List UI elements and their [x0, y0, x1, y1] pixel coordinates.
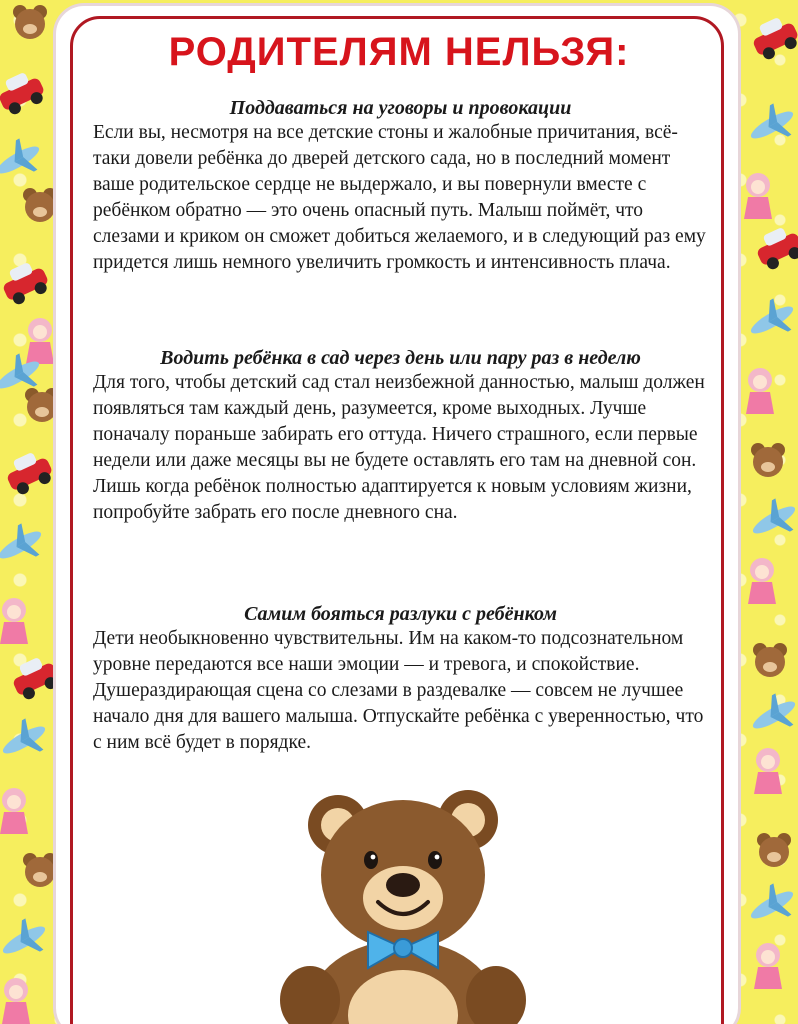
toy-plane-icon: [744, 687, 798, 742]
section-3-heading: Самим бояться разлуки с ребёнком: [244, 603, 557, 625]
toy-pattern-left-graphic: [0, 0, 60, 1024]
page-title: РОДИТЕЛЯМ НЕЛЬЗЯ:: [168, 30, 630, 74]
doll-icon: [744, 173, 772, 219]
teddy-bear-illustration: [268, 780, 538, 1024]
doll-icon: [754, 748, 782, 794]
toy-plane-icon: [0, 912, 54, 967]
doll-icon: [746, 368, 774, 414]
toy-car-icon: [8, 653, 60, 703]
toy-plane-icon: [0, 132, 48, 187]
toy-plane-icon: [742, 877, 798, 932]
section-3-text: Дети необыкновенно чувствительны. Им на каком-то подсознательном уровне передаются все наши эмоции — и тревога, и спокойствие. Душераздирающая сцена со слезами в раздевалке — совсем не лучшее начало дня для вашего малыша. Отпускайте ребёнка с уверенностью, что с ним всё будет в порядке.: [93, 628, 704, 753]
toy-pattern-left: [0, 0, 60, 1024]
doll-icon: [748, 558, 776, 604]
toy-pattern-right: [738, 0, 798, 1024]
toy-car-icon: [0, 68, 48, 118]
section-1-text: Если вы, несмотря на все детские стоны и жалобные причитания, всё-таки довели ребёнка до дверей детского сада, но в последний момент ваше родительское сердце не выдержало, и вы повернули вместе с ребёнком обратно — это очень опасный путь. Малыш поймёт, что слезами и криком он сможет добиться желаемого, и в следующий раз ему придется лишь немного увеличить громкость и интенсивность плача.: [93, 122, 706, 273]
toy-plane-icon: [742, 97, 798, 152]
teddy-bear-icon: [757, 833, 791, 867]
doll-icon: [0, 598, 28, 644]
toy-car-icon: [2, 448, 57, 498]
section-2-heading: Водить ребёнка в сад через день или пару раз в неделю: [160, 347, 641, 369]
teddy-bear-icon: [23, 853, 57, 887]
section-1: [93, 96, 708, 276]
section-2: [93, 346, 708, 526]
toy-plane-icon: [0, 712, 54, 767]
toy-car-icon: [0, 258, 52, 308]
toy-pattern-right-graphic: [738, 0, 798, 1024]
doll-icon: [2, 978, 30, 1024]
teddy-bear-icon: [751, 443, 785, 477]
doll-icon: [0, 788, 28, 834]
section-1-heading: Поддаваться на уговоры и провокации: [229, 97, 572, 119]
toy-car-icon: [752, 223, 798, 273]
teddy-bear-icon: [753, 643, 787, 677]
section-2-text: Для того, чтобы детский сад стал неизбежной данностью, малыш должен появляться там каждый день, разумеется, кроме выходных. Лучше поначалу пораньше забирать его оттуда. Ничего страшного, если первые недели или даже месяцы вы не будете оставлять его там на дневной сон. Лишь когда ребёнок полностью адаптируется к новым условиям жизни, попробуйте забрать его после дневного сна.: [93, 372, 705, 523]
doll-icon: [754, 943, 782, 989]
toy-plane-icon: [742, 292, 798, 347]
toy-plane-icon: [744, 492, 798, 547]
teddy-bear-icon: [25, 388, 59, 422]
teddy-bear-icon: [23, 188, 57, 222]
toy-plane-icon: [0, 517, 50, 572]
section-3: [93, 602, 708, 756]
doll-icon: [26, 318, 54, 364]
